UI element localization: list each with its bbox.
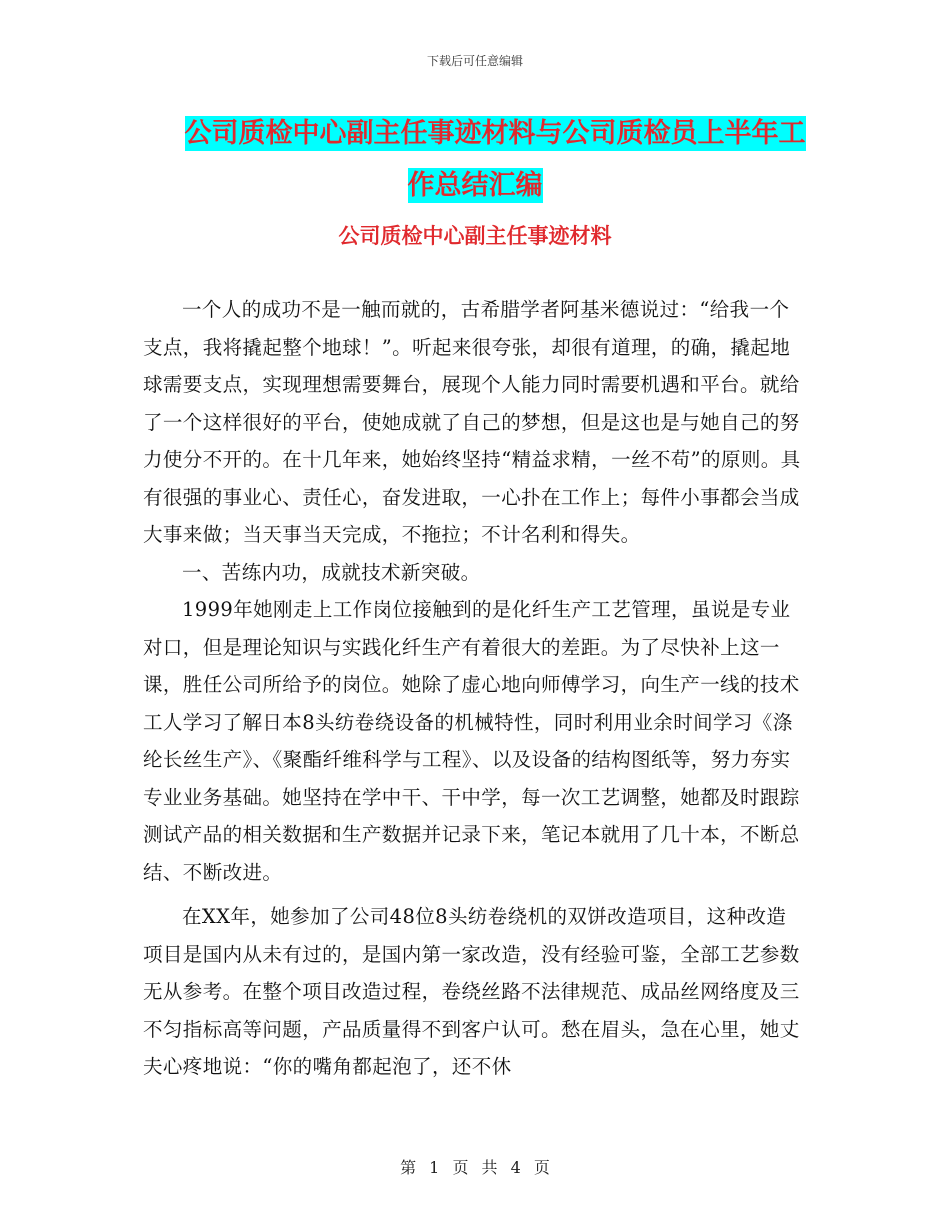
document-title [0, 108, 950, 212]
page-footer: 第 1 页 共 4 页 [400, 1158, 550, 1177]
section-title: 公司质检中心副主任事迹材料 [338, 224, 612, 248]
document-title-line-1: 公司质检中心副主任事迹材料与公司质检员上半年工 [184, 118, 806, 149]
body-text [143, 291, 803, 1086]
document-title-line-2: 作总结汇编 [407, 170, 543, 201]
paragraph: 一、苦练内功，成就技术新突破。 [182, 560, 481, 584]
header-note: 下载后可任意编辑 [426, 54, 523, 68]
paragraph: 在XX年，她参加了公司48位8头纺卷绕机的双饼改造项目，这种改造项目是国内从未有过的，是国内第一家改造，没有经验可鉴，全部工艺参数无从参考。在整个项目改造过程，卷绕丝路不法律规范、成品丝网络度及三不匀指标高等问题，产品质量得不到客户认可。愁在眉头，急在心里，她丈夫心疼地说：“你的嘴角都起泡了，还不休 [143, 905, 800, 1078]
paragraph: 1999年她刚走上工作岗位接触到的是化纤生产工艺管理，虽说是专业对口，但是理论知识与实践化纤生产有着很大的差距。为了尽快补上这一课，胜任公司所给予的岗位。她除了虚心地向师傅学习，向生产一线的技术工人学习了解日本8头纺卷绕设备的机械特性，同时利用业余时间学习《涤纶长丝生产》、《聚酯纤维科学与工程》、以及设备的结构图纸等，努力夯实专业业务基础。她坚持在学中干、干中学，每一次工艺调整，她都及时跟踪测试产品的相关数据和生产数据并记录下来，笔记本就用了几十本，不断总结、不断改进。 [143, 598, 800, 884]
paragraph: 一个人的成功不是一触而就的，古希腊学者阿基米德说过：“给我一个支点，我将撬起整个地球！”。听起来很夸张，却很有道理，的确，撬起地球需要支点，实现理想需要舞台，展现个人能力同时需要机遇和平台。就给了一个这样很好的平台，使她成就了自己的梦想，但是这也是与她自己的努力使分不开的。在十几年来，她始终坚持“精益求精，一丝不苟”的原则。具有很强的事业心、责任心，奋发进取，一心扑在工作上；每件小事都会当成大事来做；当天事当天完成，不拖拉；不计名利和得失。 [143, 298, 801, 546]
